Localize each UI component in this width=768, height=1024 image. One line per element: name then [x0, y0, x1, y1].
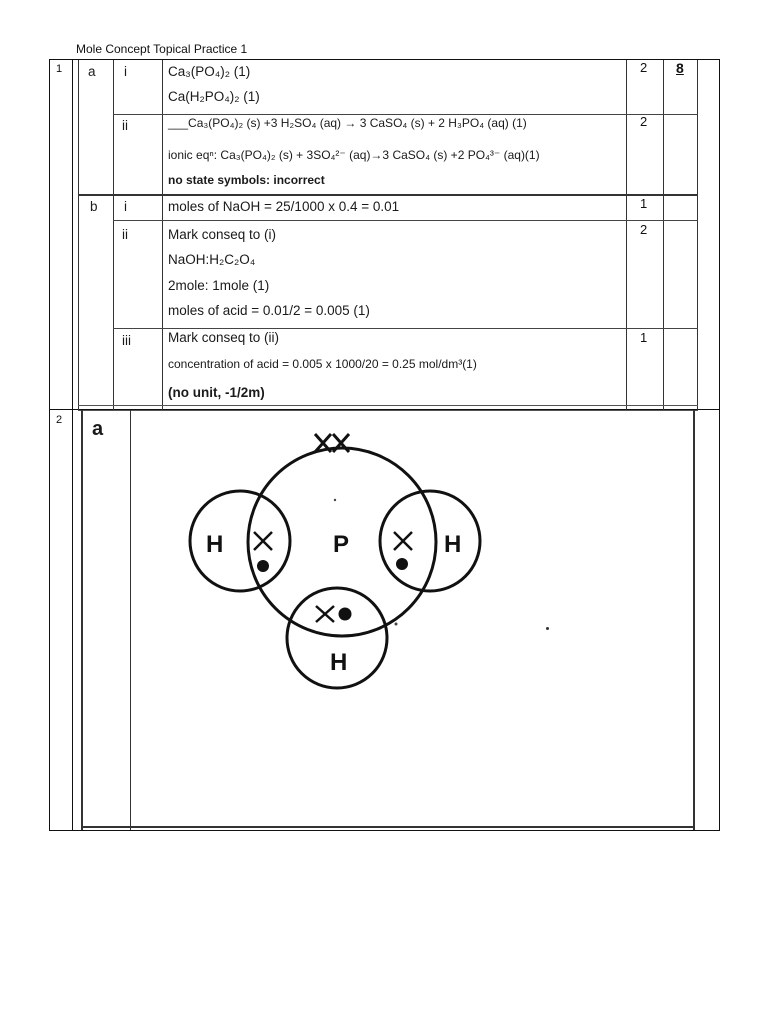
q2-scan-right-border	[693, 410, 695, 830]
ph3-dot-cross-diagram	[180, 420, 510, 710]
q1-total-column-divider	[663, 60, 664, 410]
outer-right-border	[719, 59, 720, 831]
marks-b-ii: 2	[640, 222, 648, 237]
question-number-2: 2	[56, 414, 63, 426]
left-bond-cross	[254, 532, 272, 550]
answer-a-i-line-1: Ca₃(PO₄)₂ (1)	[168, 64, 251, 79]
marks-a-i: 2	[640, 60, 648, 75]
right-bond-cross	[394, 532, 412, 550]
answer-b-iii-line-2: concentration of acid = 0.005 x 1000/20 = 0.25 mol/dm³(1)	[168, 357, 477, 371]
scan-speck	[334, 499, 336, 501]
q1-inner-left-border	[78, 60, 79, 410]
q2-part-a-label: a	[92, 418, 104, 440]
outer-left-border	[49, 59, 50, 831]
marks-b-iii: 1	[640, 330, 648, 345]
subpart-a-ii-label: ii	[122, 118, 128, 133]
answer-a-ii-note: no state symbols: incorrect	[168, 173, 325, 187]
atom-label-h-left: H	[206, 531, 224, 558]
answer-b-ii-line-2: NaOH:H₂C₂O₄	[168, 252, 256, 267]
subpart-a-i-label: i	[124, 64, 127, 79]
row-divider-b-ii	[113, 328, 698, 329]
question-number-1: 1	[56, 63, 63, 75]
scan-speck	[546, 627, 549, 630]
row-divider-b-i	[113, 220, 698, 221]
answer-b-ii-line-3: 2mole: 1mole (1)	[168, 278, 270, 293]
subpart-b-i-label: i	[124, 199, 127, 214]
answer-a-i-line-2: Ca(H₂PO₄)₂ (1)	[168, 89, 260, 104]
hydrogen-shell-left	[190, 491, 290, 591]
answer-b-ii-line-4: moles of acid = 0.01/2 = 0.005 (1)	[168, 303, 370, 318]
left-bond-dot	[257, 560, 269, 572]
answer-b-iii-line-1: Mark conseq to (ii)	[168, 330, 280, 345]
q1-subpart-column-divider	[162, 60, 163, 410]
q2-scan-bottom-border	[81, 826, 695, 828]
subpart-b-iii-label: iii	[122, 333, 131, 348]
part-a-label: a	[88, 64, 96, 79]
atom-label-h-bottom: H	[330, 649, 348, 676]
answer-b-ii-line-1: Mark conseq to (i)	[168, 227, 277, 242]
q1-marks-column-divider	[626, 60, 627, 410]
outer-top-border	[49, 59, 720, 60]
q1-part-column-divider	[113, 60, 114, 410]
answer-b-iii-line-3: (no unit, -1/2m)	[168, 385, 265, 400]
subpart-b-ii-label: ii	[122, 227, 128, 242]
bottom-bond-dot	[339, 608, 352, 621]
atom-label-p: P	[333, 531, 350, 558]
q1-inner-right-border	[697, 60, 698, 410]
q2-scan-top-border	[78, 410, 698, 411]
marks-a-ii: 2	[640, 114, 648, 129]
q2-scan-inner-divider	[130, 410, 131, 830]
q1-inner-bottom	[78, 405, 698, 406]
marks-b-i: 1	[640, 196, 648, 211]
q1-total-marks: 8	[676, 60, 684, 76]
right-bond-dot	[396, 558, 408, 570]
page-title: Mole Concept Topical Practice 1	[76, 42, 248, 56]
answer-b-i: moles of NaOH = 25/1000 x 0.4 = 0.01	[168, 199, 400, 214]
atom-label-h-right: H	[444, 531, 462, 558]
scan-speck	[395, 623, 398, 626]
answer-a-ii-ionic-equation: ionic eqⁿ: Ca₃(PO₄)₂ (s) + 3SO₄²⁻ (aq)→3 CaSO₄ (s) +2 PO₄³⁻ (aq)(1)	[168, 148, 540, 162]
row-divider-a-i	[113, 114, 698, 115]
question-number-column-divider	[72, 59, 73, 831]
bottom-bond-cross	[316, 606, 334, 622]
q2-scan-left-border	[81, 410, 83, 830]
outer-bottom-border	[49, 830, 720, 831]
part-b-label: b	[90, 199, 98, 214]
row-divider-a-b	[78, 194, 698, 196]
answer-a-ii-equation: ___Ca₃(PO₄)₂ (s) +3 H₂SO₄ (aq) → 3 CaSO₄ (s) + 2 H₃PO₄ (aq) (1)	[168, 116, 527, 130]
